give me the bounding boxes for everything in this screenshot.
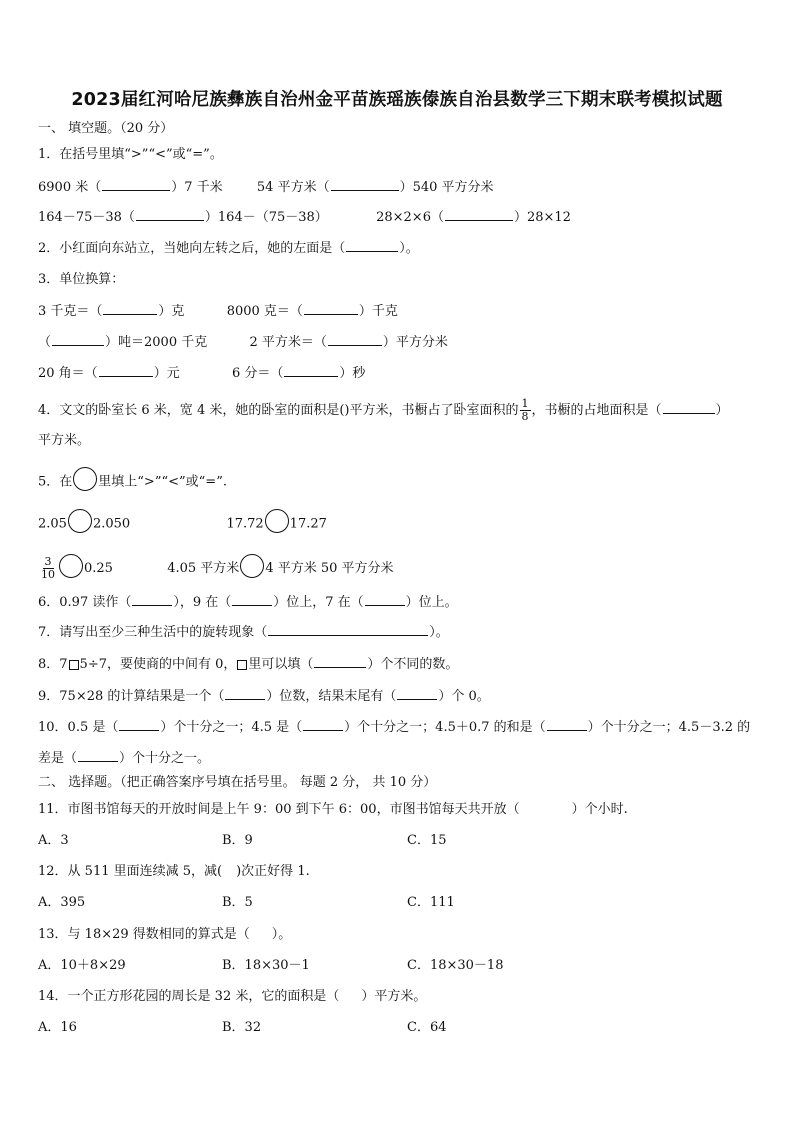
comparison-circle (68, 509, 92, 533)
q11-option-b: B．9 (222, 833, 253, 848)
q3-row3: 20 角＝（ ）元 6 分＝（ ）秒 (38, 366, 366, 381)
q1-row1: 6900 米（ ）7 千米 54 平方米（ ）540 平方分米 (38, 180, 494, 195)
digit-box (69, 660, 79, 670)
q12-option-c: C．111 (407, 895, 455, 910)
q14-stem: 14．一个正方形花园的周长是 32 米，它的面积是（ ）平方米。 (38, 989, 427, 1004)
q5-row1: 2.05 2.050 17.72 17.27 (38, 515, 327, 534)
q2: 2．小红面向东站立，当她向左转之后，她的左面是（ ）。 (38, 241, 419, 256)
q5-stem: 5．在 里填上“>”“<”或“=”. (38, 473, 227, 492)
q3-row2: （ ）吨＝2000 千克 2 平方米＝（ ）平方分米 (38, 335, 448, 350)
q13-option-b: B．18×30－1 (222, 958, 310, 973)
comparison-circle (59, 554, 83, 578)
section-2-heading: 二、 选择题。（把正确答案序号填在括号里。 每题 2 分， 共 10 分） (38, 775, 437, 790)
q1-stem: 1．在括号里填“>”“<”或“=”。 (38, 147, 223, 162)
q13-option-c: C．18×30－18 (407, 958, 504, 973)
comparison-circle (265, 509, 289, 533)
q12-option-a: A．395 (38, 895, 86, 910)
q7: 7．请写出至少三种生活中的旋转现象（ ）。 (38, 625, 449, 640)
digit-box (237, 660, 247, 670)
q14-option-b: B．32 (222, 1020, 262, 1035)
q1-row2: 164－75－38（ ）164－（75－38） 28×2×6（ ）28×12 (38, 210, 571, 225)
section-1-heading: 一、 填空题。（20 分） (38, 121, 174, 136)
q11-option-c: C．15 (407, 833, 447, 848)
q9: 9．75×28 的计算结果是一个（ ）位数，结果末尾有（ ）个 0。 (38, 689, 490, 704)
q6: 6．0.97 读作（ ），9 在（ ）位上，7 在（ ）位上。 (38, 595, 458, 610)
q4-fraction: $\frac{1}{8}$ (521, 397, 529, 423)
q4-line2: 平方米。 (38, 433, 91, 448)
q12-option-b: B．5 (222, 895, 253, 910)
comparison-circle (73, 467, 97, 491)
q13-stem: 13．与 18×29 得数相同的算式是（ ）。 (38, 927, 292, 942)
q8: 8．7 5÷7，要使商的中间有 0， 里可以填（ ）个不同的数。 (38, 657, 459, 672)
q13-option-a: A．10＋8×29 (38, 958, 126, 973)
q14-option-a: A．16 (38, 1020, 77, 1035)
q12-stem: 12．从 511 里面连续减 5，减( )次正好得 1. (38, 864, 310, 879)
q5-fraction: $\frac{3}{10}$ (41, 555, 55, 581)
page-title: 2023届红河哈尼族彝族自治州金平苗族瑶族傣族自治县数学三下期末联考模拟试题 (71, 90, 723, 110)
q4-line1: 4．文文的卧室长 6 米，宽 4 米，她的卧室的面积是()平方米，书橱占了卧室面积的 $\frac{1}{8}$ ，书橱的占地面积是（ ） (38, 397, 729, 423)
q3-row1: 3 千克＝（ ）克 8000 克＝（ ）千克 (38, 304, 398, 319)
comparison-circle (240, 554, 264, 578)
q10-line2: 差是（ ）个十分之一。 (38, 751, 211, 766)
q14-option-c: C．64 (407, 1020, 447, 1035)
q5-row2: $\frac{3}{10}$ 0.25 4.05 平方米 4 平方米 50 平方分米 (41, 555, 394, 581)
q11-option-a: A．3 (38, 833, 69, 848)
q10-line1: 10．0.5 是（ ）个十分之一；4.5 是（ ）个十分之一；4.5＋0.7 的和是（ ）个十分之一；4.5－3.2 的 (38, 720, 751, 735)
q3-stem: 3．单位换算： (38, 272, 125, 287)
q11-stem: 11．市图书馆每天的开放时间是上午 9：00 到下午 6：00，市图书馆每天共开放（ ）个小时. (38, 802, 628, 817)
